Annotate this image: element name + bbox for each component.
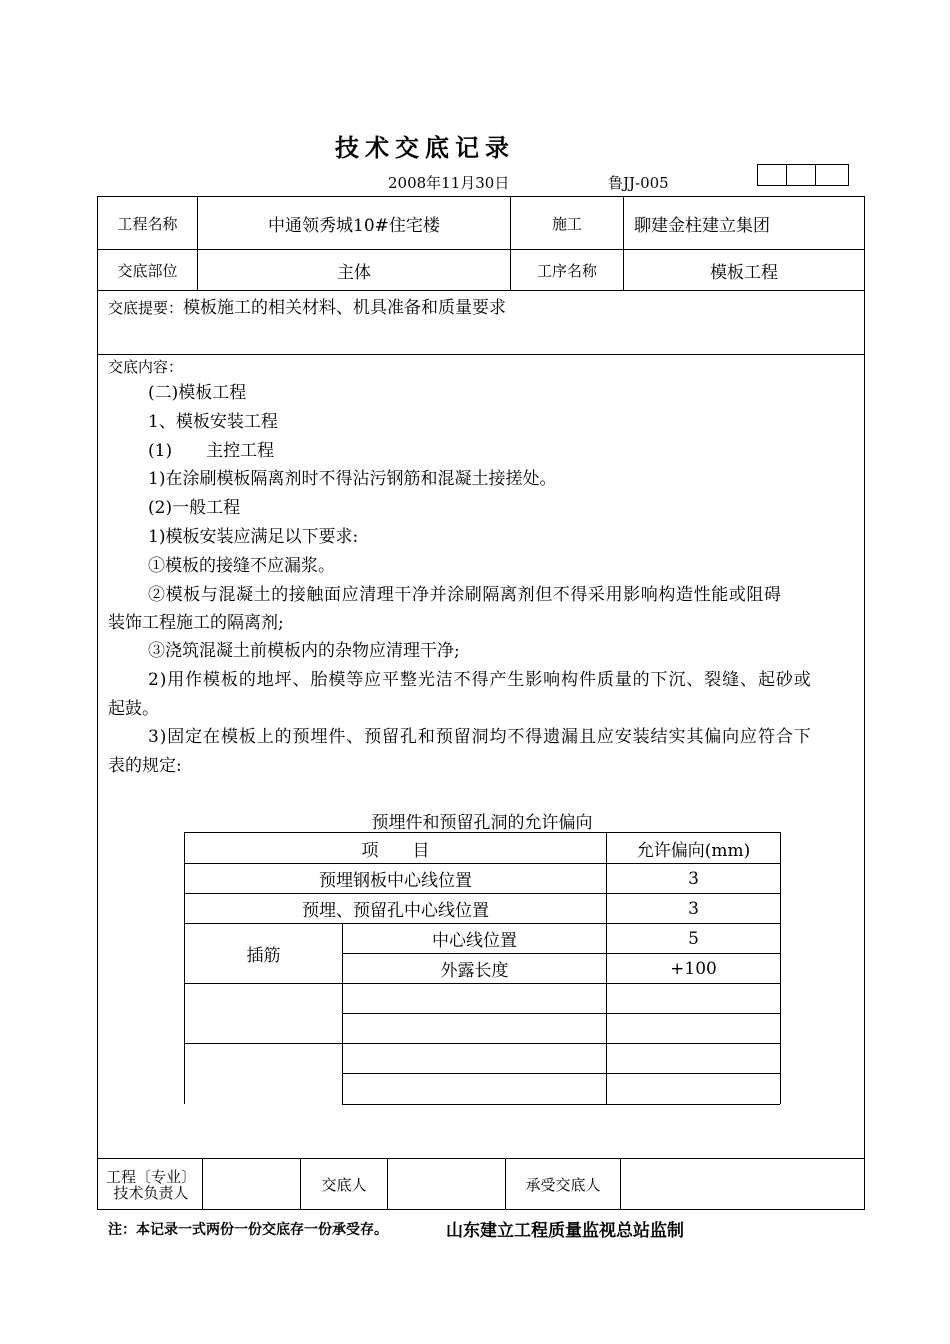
footer-supervisor: 山东建立工程质量监视总站监制 bbox=[446, 1221, 684, 1241]
content-line: (1) 主控工程 bbox=[148, 441, 275, 461]
content-line: 3)固定在模板上的预埋件、预留孔和预留洞均不得遗漏且应安装结实其偏向应符合下 bbox=[148, 727, 812, 747]
content-line: 2)用作模板的地坪、胎模等应平整光洁不得产生影响构件质量的下沉、裂缝、起砂或 bbox=[148, 670, 812, 690]
footer-note: 注：本记录一式两份一份交底存一份承受存。 bbox=[108, 1222, 388, 1238]
content-line: (2)一般工程 bbox=[148, 498, 241, 518]
table-row-item: 外露长度 bbox=[440, 961, 509, 981]
content-line: 1)在涂刷模板隔离剂时不得沾污钢筋和混凝土接搓处。 bbox=[148, 469, 557, 489]
content-line: 表的规定: bbox=[108, 756, 182, 776]
content-line: ③浇筑混凝土前模板内的杂物应清理干净; bbox=[148, 641, 460, 661]
process-value: 模板工程 bbox=[710, 262, 778, 283]
receiver-label: 承受交底人 bbox=[525, 1176, 601, 1194]
number-boxes bbox=[757, 164, 849, 186]
table-row-tolerance: +100 bbox=[670, 958, 717, 979]
record-frame bbox=[97, 196, 865, 1210]
content-line: 装饰工程施工的隔离剂; bbox=[108, 613, 284, 633]
document-title: 技术交底记录 bbox=[335, 134, 515, 162]
table-row-item: 预埋、预留孔中心线位置 bbox=[302, 901, 489, 921]
construction-label: 施工 bbox=[551, 214, 582, 233]
content-line: 1)模板安装应满足以下要求: bbox=[148, 527, 359, 547]
form-code: 鲁JJ-005 bbox=[608, 174, 669, 192]
table-row-item: 预埋钢板中心线位置 bbox=[319, 871, 472, 891]
summary-text: 模板施工的相关材料、机具准备和质量要求 bbox=[183, 298, 507, 318]
table-row-tolerance: 3 bbox=[688, 868, 699, 889]
process-label: 工序名称 bbox=[536, 261, 597, 280]
tech-lead-label: 工程〔专业〕技术负责人 bbox=[105, 1168, 196, 1202]
summary-row bbox=[108, 293, 506, 318]
project-name-label: 工程名称 bbox=[117, 214, 178, 233]
table-title: 预埋件和预留孔洞的允许偏向 bbox=[371, 813, 593, 833]
document-date: 2008年11月30日 bbox=[388, 174, 510, 192]
construction-unit-value: 聊建金柱建立集团 bbox=[634, 215, 770, 236]
part-label: 交底部位 bbox=[117, 261, 178, 280]
table-header-tolerance: 允许偏向(mm) bbox=[636, 840, 751, 861]
content-line: 1、模板安装工程 bbox=[148, 412, 278, 432]
content-line: ①模板的接缝不应漏浆。 bbox=[148, 556, 335, 576]
content-line: (二)模板工程 bbox=[148, 383, 247, 403]
rebar-label: 插筋 bbox=[246, 946, 281, 966]
content-line: ②模板与混凝土的接触面应清理干净并涂刷隔离剂但不得采用影响构造性能或阻碍 bbox=[148, 585, 782, 605]
project-name-value: 中通领秀城10#住宅楼 bbox=[268, 215, 440, 236]
content-line: 起鼓。 bbox=[108, 699, 159, 719]
discloser-label: 交底人 bbox=[321, 1176, 367, 1194]
summary-label: 交底提要： bbox=[108, 299, 184, 317]
part-value: 主体 bbox=[337, 262, 371, 283]
table-row-item: 中心线位置 bbox=[432, 931, 517, 951]
table-header-item: 项 目 bbox=[361, 840, 430, 861]
content-label: 交底内容： bbox=[108, 358, 184, 376]
table-row-tolerance: 5 bbox=[688, 928, 699, 949]
table-row-tolerance: 3 bbox=[688, 898, 699, 919]
